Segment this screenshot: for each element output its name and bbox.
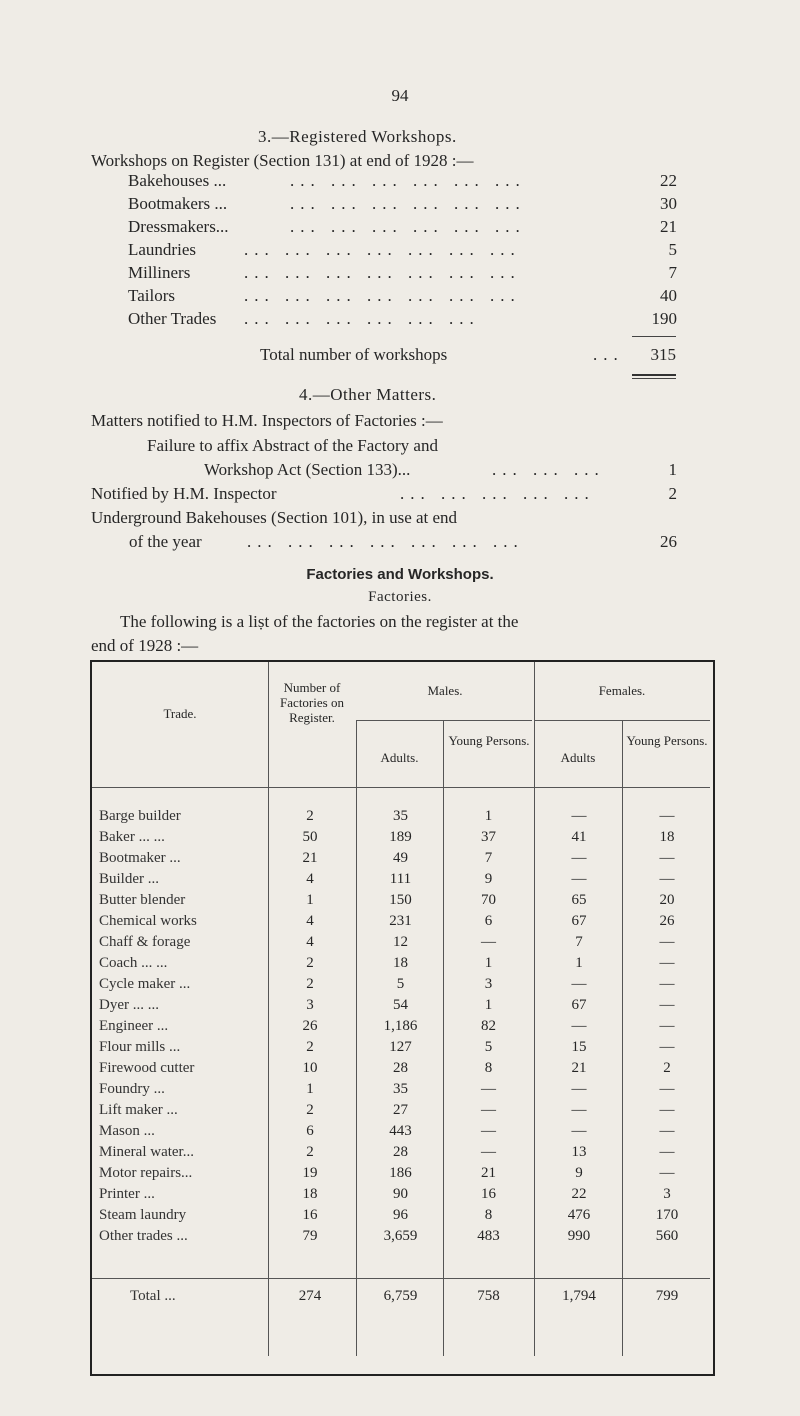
table-row-trade: Barge builder	[99, 808, 181, 824]
table-row-number: 50	[302, 829, 318, 845]
col-divider	[622, 720, 623, 1356]
table-row-female-young: 170	[655, 1207, 679, 1223]
table-row-female-young: 20	[659, 892, 675, 908]
table-row-female-adults: 67	[571, 913, 587, 929]
table-row-male-adults: 231	[389, 913, 412, 929]
table-row-female-adults: 990	[567, 1228, 591, 1244]
table-row-male-adults: 5	[396, 976, 405, 992]
table-row-female-young: 3	[663, 1186, 671, 1202]
table-row-male-young: 1	[484, 955, 493, 971]
notified-dots: ... ... ... ... ...	[400, 484, 595, 503]
table-row-female-young: —	[659, 1144, 675, 1160]
table-row-male-young: 82	[481, 1018, 496, 1034]
workshop-count: 30	[660, 194, 677, 213]
workshop-label: Other Trades	[128, 309, 217, 328]
failure-line1: Failure to affix Abstract of the Factory and	[147, 436, 438, 455]
table-row-trade: Foundry ...	[99, 1081, 165, 1097]
table-row-trade: Other trades ...	[99, 1228, 188, 1244]
total-workshops-value: 315	[650, 345, 676, 364]
table-row-male-young: 6	[484, 913, 493, 929]
table-row-female-young: —	[659, 808, 675, 824]
notified-value: 2	[668, 484, 677, 503]
table-row-female-young: 2	[663, 1060, 671, 1076]
table-row-female-adults: —	[571, 976, 587, 992]
table-row-male-adults: 189	[389, 829, 412, 845]
table-total-female-young: 799	[655, 1288, 679, 1304]
table-row-female-young: 26	[659, 913, 675, 929]
underground-line2: of the year	[129, 532, 202, 551]
table-row-female-adults: 15	[571, 1039, 587, 1055]
table-total-female-adults: 1,794	[562, 1288, 596, 1304]
table-row-female-adults: —	[571, 1102, 587, 1118]
table-row-male-young: —	[481, 1102, 496, 1118]
table-row-female-adults: 476	[567, 1207, 591, 1223]
table-row-trade: Lift maker ...	[99, 1102, 178, 1118]
section4-heading: 4.—Other Matters.	[299, 385, 437, 404]
table-row-female-young: —	[659, 1165, 675, 1181]
total-workshops-dots: ...	[593, 345, 624, 364]
page-number: 94	[391, 86, 409, 105]
table-row-number: 79	[302, 1228, 318, 1244]
table-row-male-young: —	[481, 934, 496, 950]
table-row-number: 2	[306, 976, 314, 992]
table-row-female-young: —	[659, 1081, 675, 1097]
table-row-female-adults: —	[571, 1123, 587, 1139]
table-row-male-adults: 96	[393, 1207, 408, 1223]
workshop-count: 5	[668, 240, 677, 259]
workshop-dots: ... ... ... ... ... ...	[290, 194, 526, 213]
table-row-female-adults: 9	[575, 1165, 583, 1181]
table-row-trade: Chaff & forage	[99, 934, 191, 950]
table-row-female-young: —	[659, 997, 675, 1013]
table-total-trade: Total ...	[130, 1288, 176, 1304]
total-rule-2	[632, 378, 676, 379]
table-row-female-young: 560	[655, 1228, 679, 1244]
table-row-male-young: —	[481, 1123, 496, 1139]
table-row-female-young: —	[659, 934, 675, 950]
table-row-male-young: 70	[481, 892, 496, 908]
table-row-female-adults: 7	[575, 934, 583, 950]
total-rule	[92, 1278, 710, 1279]
table-row-male-young: 483	[477, 1228, 500, 1244]
table-row-male-young: 7	[484, 850, 493, 866]
col-divider	[268, 662, 269, 1356]
table-row-male-adults: 1,186	[383, 1018, 418, 1034]
table-row-male-adults: 3,659	[383, 1228, 418, 1244]
table-row-male-adults: 35	[393, 1081, 408, 1097]
workshop-label: Milliners	[128, 263, 191, 282]
table-row-trade: Motor repairs...	[99, 1165, 193, 1181]
table-row-number: 1	[306, 1081, 314, 1097]
table-row-number: 2	[306, 1144, 314, 1160]
header-female-young: Young Persons.	[626, 733, 708, 748]
header-number: Number of Factories on Register.	[280, 680, 344, 725]
failure-dots: ... ... ...	[492, 460, 605, 479]
table-row-male-adults: 443	[389, 1123, 412, 1139]
header-male-adults: Adults.	[380, 750, 419, 765]
table-row-female-adults: 65	[571, 892, 587, 908]
table-row-trade: Coach ... ...	[99, 955, 168, 971]
notified-label: Notified by H.M. Inspector	[91, 484, 277, 503]
table-row-female-young: —	[659, 955, 675, 971]
table-total-male-adults: 6,759	[383, 1288, 418, 1304]
workshop-label: Dressmakers...	[128, 217, 229, 236]
table-row-trade: Engineer ...	[99, 1018, 169, 1034]
col-divider	[356, 720, 357, 1356]
table-row-trade: Chemical works	[99, 913, 197, 929]
subtotal-rule	[632, 336, 676, 337]
table-row-male-adults: 28	[393, 1144, 408, 1160]
table-row-female-young: 18	[659, 829, 675, 845]
workshop-count: 7	[668, 263, 677, 282]
table-row-male-young: 3	[484, 976, 493, 992]
factories-subtitle: Factories.	[368, 589, 432, 605]
workshop-dots: ... ... ... ... ... ...	[244, 309, 480, 328]
factories-title: Factories and Workshops.	[306, 566, 494, 583]
table-row-trade: Cycle maker ...	[99, 976, 191, 992]
failure-line2: Workshop Act (Section 133)...	[204, 460, 411, 479]
table-row-female-young: —	[659, 1039, 675, 1055]
table-row-female-young: —	[659, 1123, 675, 1139]
table-row-female-adults: —	[571, 1081, 587, 1097]
workshop-label: Tailors	[128, 286, 175, 305]
workshop-label: Bootmakers ...	[128, 194, 228, 213]
table-row-female-adults: —	[571, 808, 587, 824]
table-row-trade: Builder ...	[99, 871, 159, 887]
table-row-number: 18	[302, 1186, 318, 1202]
table-row-female-adults: 41	[571, 829, 587, 845]
table-row-number: 2	[306, 1102, 314, 1118]
factories-intro-line2: end of 1928 :—	[91, 636, 199, 655]
workshop-count: 22	[660, 171, 677, 190]
table-row-male-adults: 18	[393, 955, 408, 971]
underground-line1: Underground Bakehouses (Section 101), in use at end	[91, 508, 458, 527]
table-row-trade: Firewood cutter	[99, 1060, 195, 1076]
total-rule-1	[632, 374, 676, 376]
table-total-male-young: 758	[477, 1288, 500, 1304]
workshop-dots: ... ... ... ... ... ...	[290, 171, 526, 190]
table-row-trade: Mineral water...	[99, 1144, 194, 1160]
table-row-male-young: 8	[484, 1207, 493, 1223]
workshop-count: 190	[651, 309, 677, 328]
table-row-male-young: —	[481, 1144, 496, 1160]
header-male-young: Young Persons.	[448, 733, 530, 748]
table-row-male-young: 37	[481, 829, 496, 845]
workshop-dots: ... ... ... ... ... ...	[290, 217, 526, 236]
table-row-number: 26	[302, 1018, 318, 1034]
table-row-male-young: —	[481, 1081, 496, 1097]
table-row-number: 19	[302, 1165, 318, 1181]
table-row-female-young: —	[659, 850, 675, 866]
table-row-male-young: 16	[481, 1186, 496, 1202]
table-row-female-adults: 1	[575, 955, 583, 971]
workshop-count: 40	[660, 286, 677, 305]
table-row-female-young: —	[659, 871, 675, 887]
table-row-male-adults: 28	[393, 1060, 408, 1076]
table-row-number: 21	[302, 850, 318, 866]
table-row-female-adults: —	[571, 1018, 587, 1034]
table-row-number: 2	[306, 808, 314, 824]
table-row-female-adults: 13	[571, 1144, 587, 1160]
table-row-number: 2	[306, 1039, 314, 1055]
table-row-number: 2	[306, 955, 314, 971]
header-males: Males.	[427, 683, 463, 698]
header-female-adults: Adults	[560, 750, 596, 765]
table-row-female-adults: 67	[571, 997, 587, 1013]
table-row-trade: Bootmaker ...	[99, 850, 181, 866]
table-row-male-adults: 186	[389, 1165, 412, 1181]
failure-value: 1	[668, 460, 677, 479]
table-row-trade: Butter blender	[99, 892, 186, 908]
header-females: Females.	[598, 683, 646, 698]
males-rule	[356, 720, 532, 721]
table-row-female-adults: 22	[571, 1186, 587, 1202]
total-workshops-label: Total number of workshops	[260, 345, 448, 364]
workshop-label: Laundries	[128, 240, 196, 259]
table-row-male-adults: 150	[389, 892, 412, 908]
table-total-number: 274	[298, 1288, 322, 1304]
table-row-male-young: 21	[481, 1165, 496, 1181]
table-row-number: 4	[306, 913, 314, 929]
underground-dots: ... ... ... ... ... ... ...	[247, 532, 524, 551]
table-row-number: 4	[306, 934, 314, 950]
table-row-female-young: —	[659, 976, 675, 992]
underground-value: 26	[660, 532, 677, 551]
table-row-male-adults: 49	[393, 850, 408, 866]
workshop-label: Bakehouses ...	[128, 171, 227, 190]
table-row-female-young: —	[659, 1018, 675, 1034]
table-row-male-adults: 127	[389, 1039, 412, 1055]
table-row-female-adults: —	[571, 850, 587, 866]
table-row-male-young: 9	[484, 871, 493, 887]
table-row-female-adults: 21	[571, 1060, 587, 1076]
table-row-trade: Printer ...	[99, 1186, 155, 1202]
table-row-male-young: 1	[484, 808, 493, 824]
table-row-male-adults: 35	[393, 808, 408, 824]
table-row-trade: Steam laundry	[99, 1207, 187, 1223]
table-row-number: 16	[302, 1207, 318, 1223]
workshop-dots: ... ... ... ... ... ... ...	[244, 263, 521, 282]
workshop-count: 21	[660, 217, 677, 236]
table-row-male-adults: 111	[389, 871, 412, 887]
workshop-dots: ... ... ... ... ... ... ...	[244, 240, 521, 259]
table-row-trade: Baker ... ...	[99, 829, 165, 845]
section3-heading: 3.—Registered Workshops.	[258, 127, 457, 146]
table-row-number: 10	[302, 1060, 318, 1076]
factories-intro-line1: The following is a liṣt of the factories on the register at the	[120, 612, 519, 631]
table-row-number: 3	[306, 997, 314, 1013]
col-divider	[534, 662, 535, 1356]
table-row-trade: Dyer ... ...	[99, 997, 159, 1013]
table-row-number: 4	[306, 871, 314, 887]
section3-intro: Workshops on Register (Section 131) at end of 1928 :—	[91, 151, 474, 170]
workshop-dots: ... ... ... ... ... ... ...	[244, 286, 521, 305]
table-row-male-adults: 54	[393, 997, 408, 1013]
table-row-male-adults: 12	[393, 934, 408, 950]
table-row-male-young: 1	[484, 997, 493, 1013]
table-row-female-young: —	[659, 1102, 675, 1118]
header-trade: Trade.	[163, 706, 197, 721]
col-divider	[443, 720, 444, 1356]
table-row-number: 6	[306, 1123, 314, 1139]
table-row-male-adults: 27	[393, 1102, 408, 1118]
header-rule	[92, 787, 710, 788]
table-row-male-adults: 90	[393, 1186, 408, 1202]
table-row-number: 1	[306, 892, 314, 908]
section4-intro: Matters notified to H.M. Inspectors of Factories :—	[91, 411, 443, 430]
table-row-male-young: 8	[484, 1060, 493, 1076]
table-row-trade: Mason ...	[99, 1123, 155, 1139]
table-row-trade: Flour mills ...	[99, 1039, 181, 1055]
females-rule	[534, 720, 710, 721]
table-row-male-young: 5	[484, 1039, 493, 1055]
table-row-female-adults: —	[571, 871, 587, 887]
